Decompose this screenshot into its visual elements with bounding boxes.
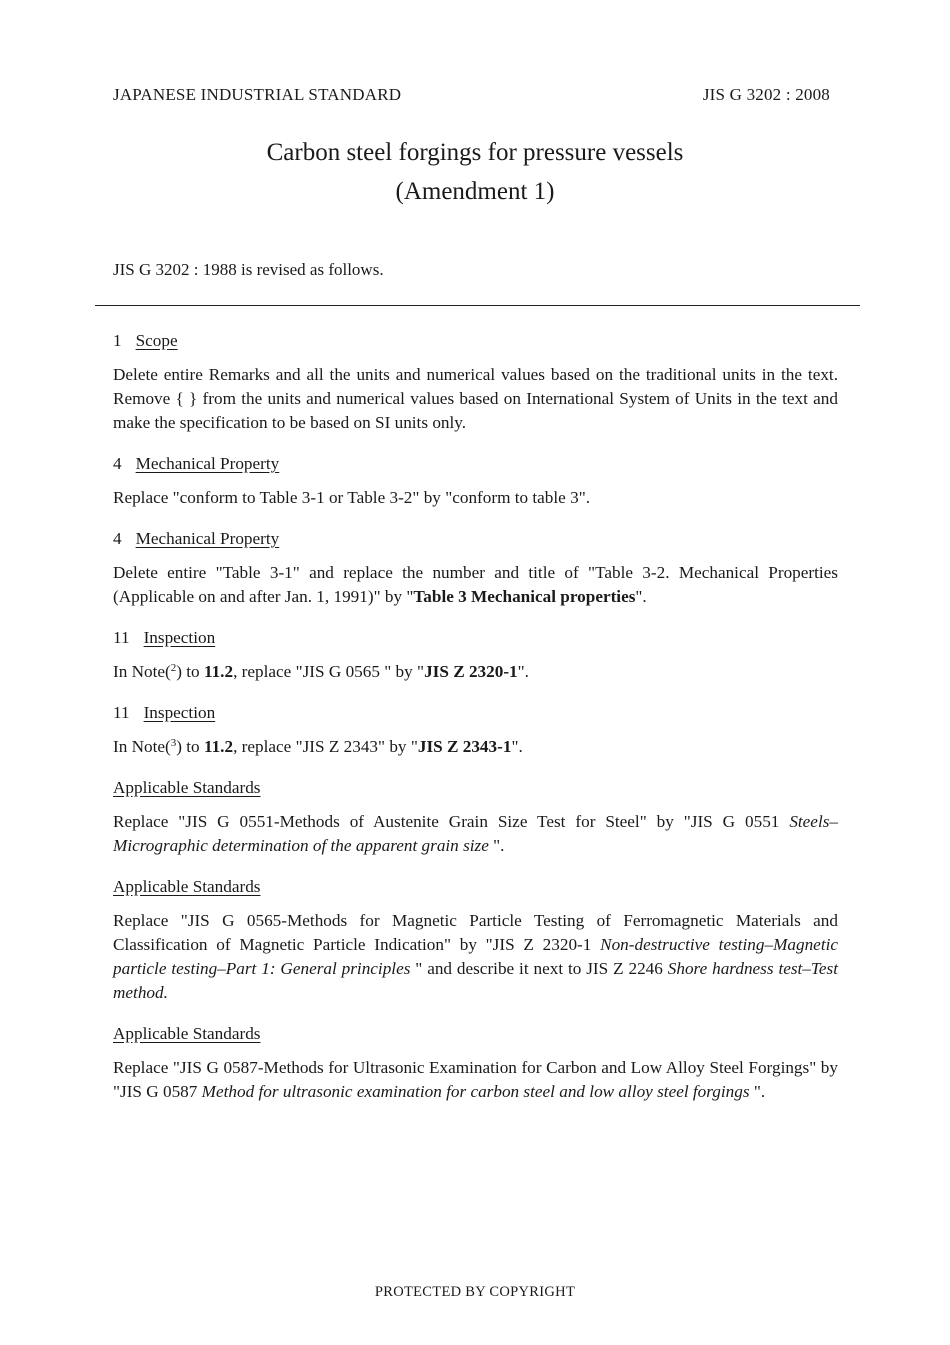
section-title: Mechanical Property — [135, 454, 280, 473]
italic-title: Method for ultrasonic examination for carbon steel and low alloy steel forgings — [201, 1082, 750, 1101]
section-paragraph — [113, 735, 838, 759]
copyright-footer: PROTECTED BY COPYRIGHT — [374, 1284, 576, 1300]
italic-title: Shore hardness test–Test method. — [113, 959, 838, 1002]
section-paragraph — [113, 1056, 838, 1104]
section-paragraph — [113, 660, 838, 684]
title-line-1: Carbon steel forgings for pressure vessels — [266, 139, 684, 166]
section-number: 4 — [113, 454, 122, 473]
paragraph-text: ) to — [176, 737, 204, 756]
section-title: Scope — [135, 331, 178, 350]
note-superscript: 3 — [170, 737, 177, 749]
bold-text: 11.2 — [203, 662, 234, 681]
section-paragraph — [113, 363, 838, 435]
paragraph-text: Replace "JIS G 0551-Methods of Austenite Grain Size Test for Steel" by "JIS G 0551 — [113, 812, 790, 831]
paragraph-text: ". — [511, 737, 523, 756]
italic-title: Steels–Micrographic determination of the apparent grain size — [113, 812, 838, 855]
paragraph-text: ". — [488, 836, 505, 855]
note-superscript: 2 — [170, 662, 177, 674]
title-line-2: (Amendment 1) — [395, 178, 555, 205]
intro-text: JIS G 3202 : 1988 is revised as follows. — [113, 260, 384, 279]
paragraph-text: ) to — [176, 662, 204, 681]
section-paragraph — [113, 810, 838, 858]
document-body — [113, 329, 838, 1121]
page-header — [113, 85, 830, 105]
section-paragraph — [113, 909, 838, 1005]
document-title — [0, 133, 950, 211]
bold-text: 11.2 — [203, 737, 234, 756]
section-heading-inspection — [113, 626, 838, 650]
bold-text: Table 3 Mechanical properties — [413, 587, 636, 606]
section-title: Inspection — [143, 703, 216, 722]
section-title: Applicable Standards — [113, 1024, 261, 1043]
paragraph-text: Replace "JIS G 0587-Methods for Ultrasonic Examination for Carbon and Low Alloy Steel Forgings" by "JIS G 0587 — [113, 1058, 838, 1101]
section-heading-scope — [113, 329, 838, 353]
section-number: 1 — [113, 331, 122, 350]
section-title: Mechanical Property — [135, 529, 280, 548]
paragraph-text: , replace "JIS G 0565 " by " — [233, 662, 425, 681]
bold-text: JIS Z 2320-1 — [424, 662, 518, 681]
section-paragraph — [113, 561, 838, 609]
paragraph-text: Replace "conform to Table 3-1 or Table 3-2" by "conform to table 3". — [113, 488, 591, 507]
section-heading-applicable-standards — [113, 776, 838, 800]
paragraph-text: Replace "JIS G 0565-Methods for Magnetic Particle Testing of Ferromagnetic Materials and Classification of Magnetic Particle Indication" by "JIS Z 2320-1 — [113, 911, 838, 954]
section-paragraph — [113, 486, 838, 510]
header-standard-name: JAPANESE INDUSTRIAL STANDARD — [113, 85, 402, 104]
paragraph-text: " and describe it next to JIS Z 2246 — [410, 959, 668, 978]
paragraph-text: In Note( — [113, 662, 171, 681]
section-title: Inspection — [143, 628, 216, 647]
section-number: 11 — [113, 703, 130, 722]
paragraph-text: ". — [749, 1082, 766, 1101]
paragraph-text: In Note( — [113, 737, 171, 756]
paragraph-text: , replace "JIS Z 2343" by " — [233, 737, 418, 756]
section-heading-mechanical-property — [113, 452, 838, 476]
section-title: Applicable Standards — [113, 877, 261, 896]
paragraph-text: Delete entire "Table 3-1" and replace the number and title of "Table 3-2. Mechanical Properties (Applicable on and after Jan. 1, 1991)" by " — [113, 563, 838, 606]
section-number: 11 — [113, 628, 130, 647]
paragraph-text: Delete entire Remarks and all the units and numerical values based on the traditional units in the text. Remove { } from the units and numerical values based on International System of Units in the text and make the specification to be based on SI units only. — [113, 365, 838, 432]
italic-title: Non-destructive testing–Magnetic particle testing–Part 1: General principles — [113, 935, 838, 978]
header-standard-number: JIS G 3202 : 2008 — [702, 85, 830, 104]
paragraph-text: ". — [635, 587, 647, 606]
bold-text: JIS Z 2343-1 — [417, 737, 512, 756]
section-heading-applicable-standards — [113, 1022, 838, 1046]
horizontal-divider — [95, 305, 860, 306]
section-heading-applicable-standards — [113, 875, 838, 899]
section-number: 4 — [113, 529, 122, 548]
section-heading-mechanical-property — [113, 527, 838, 551]
paragraph-text: ". — [517, 662, 529, 681]
section-heading-inspection — [113, 701, 838, 725]
section-title: Applicable Standards — [113, 778, 261, 797]
